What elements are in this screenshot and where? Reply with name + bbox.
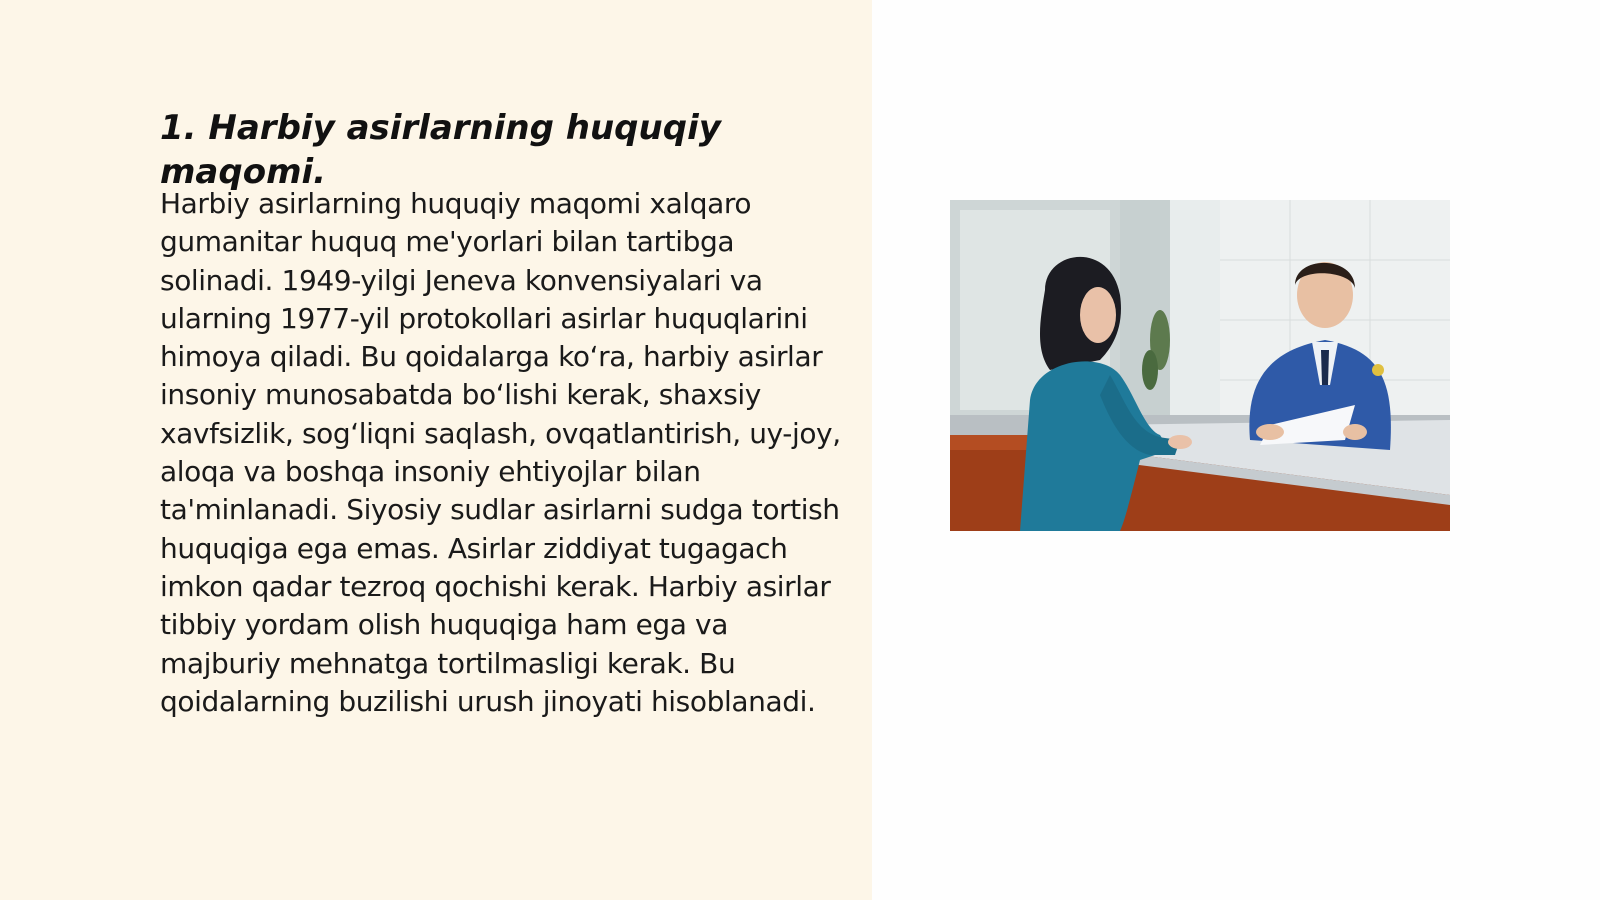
slide-body-text: Harbiy asirlarning huquqiy maqomi xalqaro gumanitar huquq me'yorlari bilan tartibga solinadi. 1949-yilgi Jeneva konvensiyalari va ularning 1977-yil protokollari asirlar huquqlarini himoya qiladi. Bu qoidalarga koʻra, harbiy asirlar insoniy munosabatda boʻlishi kerak, shaxsiy xavfsizlik, sogʻliqni saqlash, ovqatlantirish, uy-joy, aloqa va boshqa insoniy ehtiyojlar bilan ta'minlanadi. Siyosiy sudlar asirlarni sudga tortish huquqiga ega emas. Asirlar ziddiyat tugagach imkon qadar tezroq qochishi kerak. Harbiy asirlar tibbiy yordam olish huquqiga ham ega va majburiy mehnatga tortilmasligi kerak. Bu qoidalarning buzilishi urush jinoyati hisoblanadi. (160, 187, 841, 718)
office-consultation-photo (950, 200, 1450, 531)
slide-title: 1. Harbiy asirlarning huquqiy maqomi. (160, 108, 721, 192)
